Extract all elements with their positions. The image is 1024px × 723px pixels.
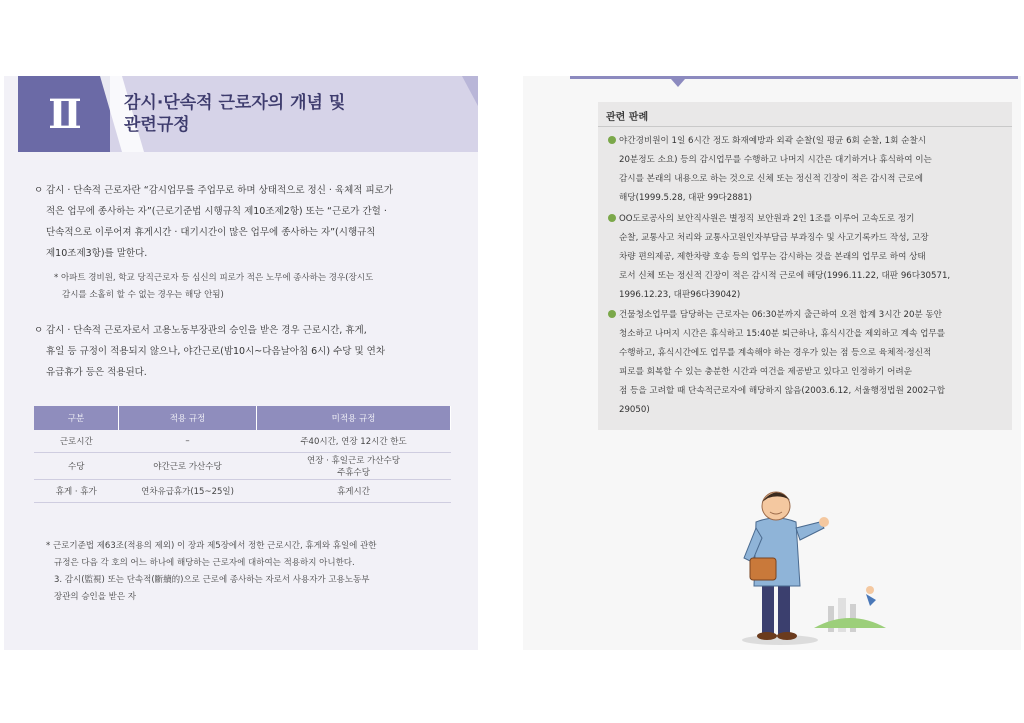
table-cell: 근로시간 — [34, 430, 119, 453]
table-cell-line: 주휴수당 — [337, 468, 370, 478]
location-pin-icon — [608, 136, 616, 144]
table-header-cell: 구분 — [34, 406, 119, 430]
security-guard-illustration — [710, 478, 970, 648]
table-cell — [257, 453, 451, 480]
location-pin-icon — [608, 310, 616, 318]
case-law-box — [598, 102, 1012, 430]
table-cell-line: 연장 · 휴일근로 가산수당 — [307, 456, 400, 466]
table-cell: – — [119, 430, 257, 453]
chapter-title-line2: 관련규정 — [124, 115, 190, 135]
table-header-cell: 적용 규정 — [119, 406, 257, 430]
definition-line: 단속적으로 이루어져 휴게시간 · 대기시간이 많은 업무에 종사하는 자”(시행규칙 — [46, 227, 376, 238]
case-line: 수행하고, 휴식시간에도 업무를 계속해야 하는 경우가 있는 점 등으로 육체적·정신적 — [619, 348, 932, 358]
footnote-law — [46, 538, 377, 606]
case-line: 피로를 회복할 수 있는 충분한 시간과 여건을 제공받고 있다고 인정하기 어려운 — [619, 367, 912, 377]
footnote-line: 장관의 승인을 받은 자 — [54, 592, 137, 602]
table-cell — [257, 480, 451, 503]
footnote-examples — [54, 270, 373, 304]
footnote-line: * 근로기준법 제63조(적용의 제외) 이 장과 제5장에서 정한 근로시간, 휴게와 휴일에 관한 — [46, 541, 377, 551]
case-line: 29050) — [619, 405, 650, 415]
case-line: OO도로공사의 보안직사원은 별정직 보안원과 2인 1조를 이루어 고속도로 정기 — [619, 214, 915, 224]
case-line: 로서 신체 또는 정신적 긴장이 적은 감시적 근로에 해당(1996.11.22, 대판 96다30571, — [619, 271, 951, 281]
case-line: 20분정도 소요) 등의 감시업무를 수행하고 나머지 시간은 대기하거나 휴식하여 이는 — [619, 155, 932, 165]
footnote-line: 3. 감시(監視) 또는 단속적(斷續的)으로 근로에 종사하는 자로서 사용자가 고용노동부 — [54, 575, 370, 585]
definition-paragraph — [34, 180, 393, 264]
table-cell-line: 주40시간, 연장 12시간 한도 — [300, 437, 407, 447]
chapter-title-line1: 감시·단속적 근로자의 개념 및 — [124, 93, 346, 113]
left-page — [4, 76, 478, 650]
definition-line: 적은 업무에 종사하는 자”(근로기준법 시행규칙 제10조제2항) 또는 “근로가 간헐 · — [46, 206, 387, 217]
application-paragraph — [34, 320, 385, 383]
footnote-line: 규정은 다음 각 호의 어느 하나에 해당하는 근로자에 대하여는 적용하지 아니한다. — [54, 558, 355, 568]
table-row — [34, 480, 451, 503]
application-line: 휴일 등 규정이 적용되지 않으나, 야간근로(밤10시~다음날아침 6시) 수당 및 연차 — [46, 346, 386, 357]
chapter-title — [124, 92, 345, 136]
case-line: 건물청소업무를 담당하는 근로자는 06:30분까지 출근하여 오전 합계 3시간 20분 동안 — [619, 310, 943, 320]
rules-table — [34, 406, 451, 503]
chapter-numeral: Ⅱ — [18, 76, 110, 152]
table-cell: 연차유급휴가(15~25일) — [119, 480, 257, 503]
location-pin-icon — [608, 214, 616, 222]
bullet-marker: ㅇ — [34, 325, 44, 336]
table-cell: 휴게 · 휴가 — [34, 480, 119, 503]
bullet-marker: ㅇ — [34, 185, 44, 196]
table-row — [34, 430, 451, 453]
table-row — [34, 453, 451, 480]
case-line: 점 등을 고려할 때 단속적근로자에 해당하지 않음(2003.6.12, 서울행정법원 2002구합 — [619, 386, 945, 396]
footnote-line: * 아파트 경비원, 학교 당직근로자 등 심신의 피로가 적은 노무에 종사하는 경우(장시도 — [54, 273, 374, 283]
case-line: 차량 편의제공, 제한차량 호송 등의 업무는 감시하는 것을 본래의 업무로 하여 상태 — [619, 252, 926, 262]
case-item — [608, 210, 1004, 305]
case-line: 야간경비원이 1일 6시간 정도 화재예방과 외곽 순찰(일 평균 6회 순찰, 1회 순찰시 — [619, 136, 927, 146]
case-law-divider — [598, 126, 1012, 127]
case-item — [608, 306, 1004, 420]
definition-line: 감시 · 단속적 근로자란 “감시업무를 주업무로 하며 상태적으로 정신 · 육체적 피로가 — [46, 185, 394, 196]
right-page-top-notch — [671, 79, 685, 87]
right-page-top-rule — [570, 76, 1018, 79]
table-header-row — [34, 406, 451, 430]
definition-line: 제10조제3항)를 말한다. — [46, 248, 148, 259]
case-line: 감시를 본래의 내용으로 하는 것으로 신체 또는 정신적 긴장이 적은 감시적 근로에 — [619, 174, 924, 184]
case-line: 1996.12.23, 대판96다39042) — [619, 290, 741, 300]
table-cell — [257, 430, 451, 453]
case-line: 순찰, 교통사고 처리와 교통사고원인자부담금 부과징수 및 사고기록카드 작성, 고장 — [619, 233, 929, 243]
table-cell-line: 휴게시간 — [337, 487, 370, 497]
case-item — [608, 132, 1004, 208]
case-line: 해당(1999.5.28, 대판 99다2881) — [619, 193, 752, 203]
table-cell: 야간근로 가산수당 — [119, 453, 257, 480]
case-law-title: 관련 판례 — [606, 112, 649, 123]
table-header-cell: 미적용 규정 — [257, 406, 451, 430]
table-cell: 수당 — [34, 453, 119, 480]
application-line: 감시 · 단속적 근로자로서 고용노동부장관의 승인을 받은 경우 근로시간, 휴게, — [46, 325, 367, 336]
footnote-line: 감시를 소홀히 할 수 없는 경우는 해당 안됨) — [62, 290, 224, 300]
application-line: 유급휴가 등은 적용된다. — [46, 367, 147, 378]
case-line: 청소하고 나머지 시간은 휴식하고 15:40분 퇴근하나, 휴식시간을 제외하고 계속 업무를 — [619, 329, 946, 339]
